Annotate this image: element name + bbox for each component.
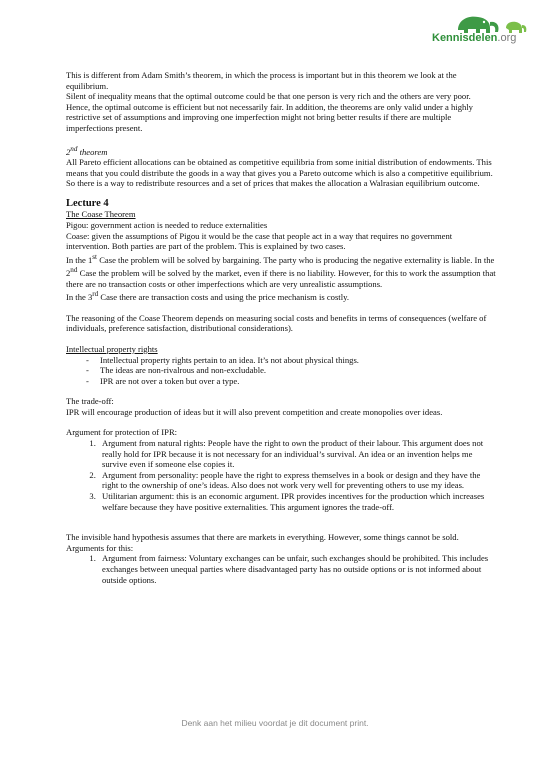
footer-note: Denk aan het milieu voordat je dit document print. (181, 718, 369, 728)
superscript: nd (70, 266, 78, 275)
list-item: 2. Argument from personality: people have the right to express themselves in a book or design and they have the right to the ownership of one’s ideas. Also does not work very well for preventing others to use my ideas. (98, 470, 496, 491)
paragraph: The reasoning of the Coase Theorem depends on measuring social costs and benefits in terms of consequences (welfare of individuals, preference satisfaction, distributional considerations). (66, 312, 487, 334)
list-item: - IPR are not over a token but over a type. (86, 376, 496, 387)
elephant-icon (428, 12, 538, 34)
superscript: rd (92, 290, 99, 299)
paragraph: Argument for protection of IPR: (66, 427, 178, 438)
ipr-list (66, 355, 496, 387)
section-title: The Coase Theorem (66, 209, 136, 220)
list-item: - The ideas are non-rivalrous and non-excludable. (86, 365, 496, 376)
theorem-sup: nd (70, 144, 78, 153)
logo-suffix: .org (497, 32, 517, 44)
text-run: Case the problem will be solved by bargaining. The party who is producing the negative externality is liable. In the 2 (66, 254, 495, 279)
paragraph: This is different from Adam Smith’s theorem, in which the process is important but in this theorem we look at the equilibrium. (66, 70, 457, 91)
document-body (66, 70, 496, 585)
paragraph: All Pareto efficient allocations can be obtained as competitive equilibria from some initial distribution of endowments. This means that you could distribute the goods in a way that gives you a Pareto outcome which is also a competitive equilibrium. So there is a way to redistribute resources and a set of prices that makes the allocation a Walrasian equilibrium outcome. (66, 157, 493, 189)
kennisdelen-logo (422, 12, 532, 62)
theorem-word: theorem (77, 146, 108, 157)
theorem-number: 2 (66, 146, 71, 157)
argument-list (66, 438, 496, 512)
paragraph: The invisible hand hypothesis assumes that there are markets in everything. However, some things cannot be sold. Arguments for this: (66, 532, 459, 553)
theorem-heading (66, 144, 496, 157)
list-item: 3. Utilitarian argument: this is an economic argument. IPR provides incentives for the production which increases welfare because they have positive externalities. This argument ignores the trade-off. (98, 491, 496, 512)
paragraph: Pigou: government action is needed to reduce externalities (66, 219, 268, 230)
invisible-hand-list (66, 553, 496, 585)
paragraph: The trade-off: (66, 396, 114, 407)
text-run: Case there are transaction costs and using the price mechanism is costly. (98, 292, 349, 303)
paragraph: IPR will encourage production of ideas but it will also prevent competition and create monopolies over ideas. (66, 406, 443, 417)
section-title: Intellectual property rights (66, 343, 158, 354)
text-run: In the 3 (66, 292, 93, 303)
superscript: st (92, 252, 98, 261)
paragraph: Coase: given the assumptions of Pigou it would be the case that people act in a way that requires no government intervention. Both parties are part of the problem. This is explained by two cases. (66, 230, 453, 252)
paragraph (66, 252, 496, 290)
list-item: 1. Argument from fairness: Voluntary exchanges can be unfair, such exchanges should be prohibited. This includes exchanges between unequal parties where disadvantaged party has no outside options or is not informed about outside options. (98, 553, 496, 585)
paragraph (66, 289, 496, 302)
text-run: Case the problem will be solved by the market, even if there is no liability. However, for this to work the assumption that there are no transaction costs or other imperfections which are very unrealistic assumptions. (66, 268, 496, 289)
text-run: In the 1 (66, 254, 93, 265)
list-item: - Intellectual property rights pertain to an idea. It’s not about physical things. (86, 355, 496, 366)
list-item: 1. Argument from natural rights: People have the right to own the product of their labour. This argument does not really hold for IPR because it is not necessary for an individual’s survival. An idea or an invention helps me survive even if someone else copies it. (98, 438, 496, 470)
lecture-heading: Lecture 4 (66, 197, 109, 209)
logo-brand: Kennisdelen (432, 32, 498, 44)
paragraph: Silent of inequality means that the optimal outcome could be that one person is very rich and the others are very poor. Hence, the optimal outcome is efficient but not necessarily fair. In addition, the theorems are only valid under a highly restrictive set of assumptions and improving one imperfection might not bring better results if there are multiple imperfections present. (66, 91, 473, 133)
logo-wordmark (432, 32, 516, 44)
